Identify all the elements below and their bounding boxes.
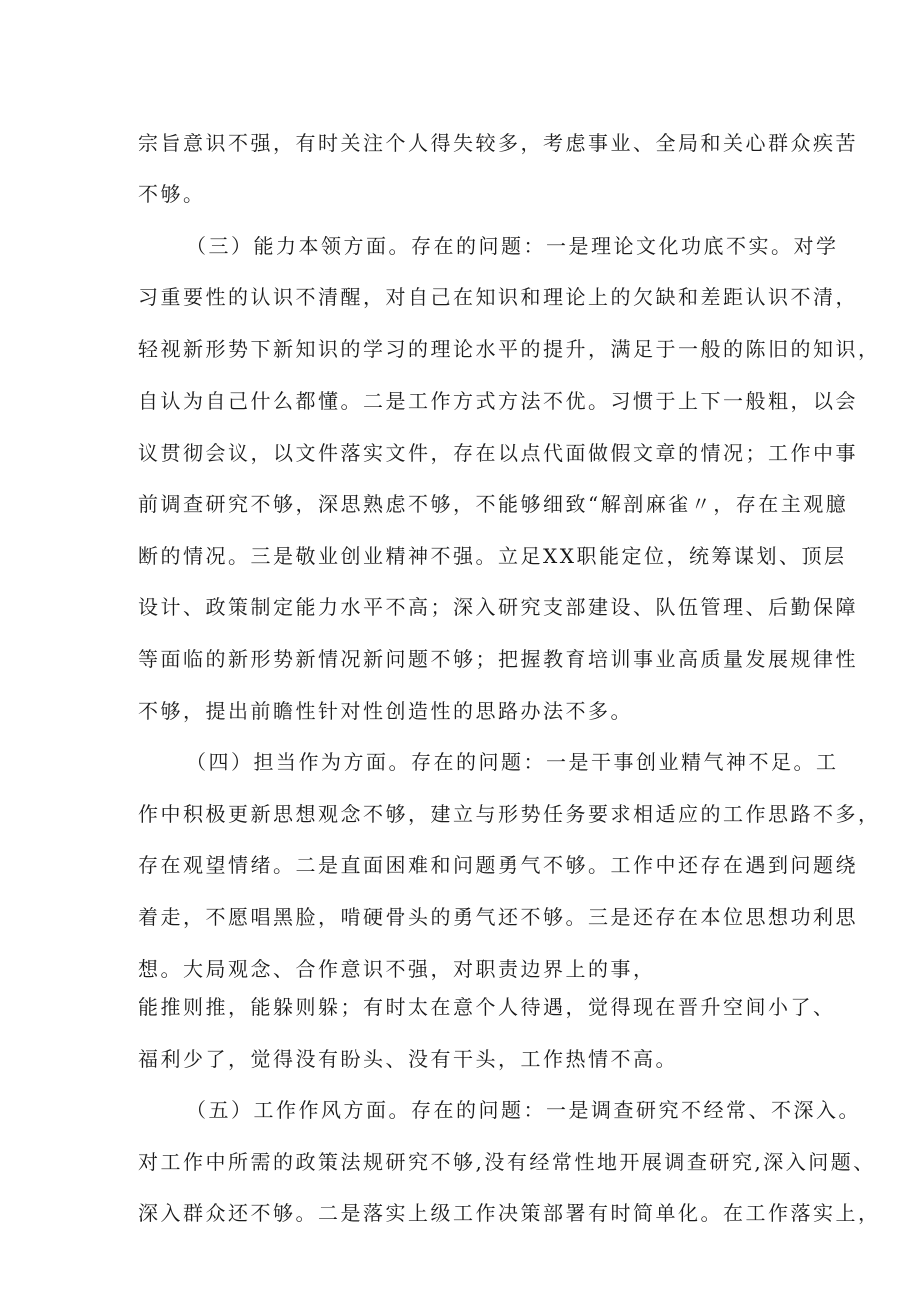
text-line: 深入群众还不够。二是落实上级工作决策部署有时简单化。在工作落实上， <box>138 1201 881 1225</box>
text-line: 能推则推，能躲则躲；有时太在意个人待遇，觉得现在晋升空间小了、 <box>138 995 836 1019</box>
text-line: 对工作中所需的政策法规研究不够,没有经常性地开展调查研究,深入问题、 <box>138 1150 876 1174</box>
paragraph-heading-five: （五）工作作风方面。存在的问题：一是调查研究不经常、不深入。 <box>186 1098 861 1122</box>
text-line: 着走，不愿唱黑脸，啃硬骨头的勇气还不够。三是还存在本位思想功利思 <box>138 905 858 929</box>
text-line: 宗旨意识不强，有时关注个人得失较多，考虑事业、全局和关心群众疾苦 <box>138 131 858 155</box>
text-line: 断的情况。三是敬业创业精神不强。立足XX职能定位，统筹谋划、顶层 <box>138 544 847 568</box>
text-line: 前调查研究不够，深思熟虑不够，不能够细致“解剖麻雀〃，存在主观臆 <box>138 492 849 516</box>
text-line: 不够，提出前瞻性针对性创造性的思路办法不多。 <box>138 699 633 723</box>
paragraph-heading-four: （四）担当作为方面。存在的问题：一是干事创业精气神不足。工 <box>186 750 839 774</box>
text-line: 想。大局观念、合作意识不强，对职责边界上的事， <box>138 957 656 981</box>
text-line: 议贯彻会议，以文件落实文件，存在以点代面做假文章的情况；工作中事 <box>138 441 858 465</box>
text-line: 设计、政策制定能力水平不高；深入研究支部建设、队伍管理、后勤保障 <box>138 595 858 619</box>
text-line: 轻视新形势下新知识的学习的理论水平的提升，满足于一般的陈旧的知识， <box>138 337 881 361</box>
text-line: 福利少了，觉得没有盼头、没有干头，工作热情不高。 <box>138 1047 678 1071</box>
text-line: 自认为自己什么都懂。二是工作方式方法不优。习惯于上下一般粗，以会 <box>138 389 858 413</box>
paragraph-heading-three: （三）能力本领方面。存在的问题：一是理论文化功底不实。对学 <box>186 234 839 258</box>
text-line: 习重要性的认识不清醒，对自己在知识和理论上的欠缺和差距认识不清， <box>138 285 858 309</box>
text-line: 作中积极更新思想观念不够，建立与形势任务要求相适应的工作思路不多， <box>138 802 881 826</box>
text-line: 等面临的新形势新情况新问题不够；把握教育培训事业高质量发展规律性 <box>138 647 858 671</box>
text-line: 存在观望情绪。二是直面困难和问题勇气不够。工作中还存在遇到问题绕 <box>138 853 858 877</box>
text-line: 不够。 <box>138 182 206 206</box>
